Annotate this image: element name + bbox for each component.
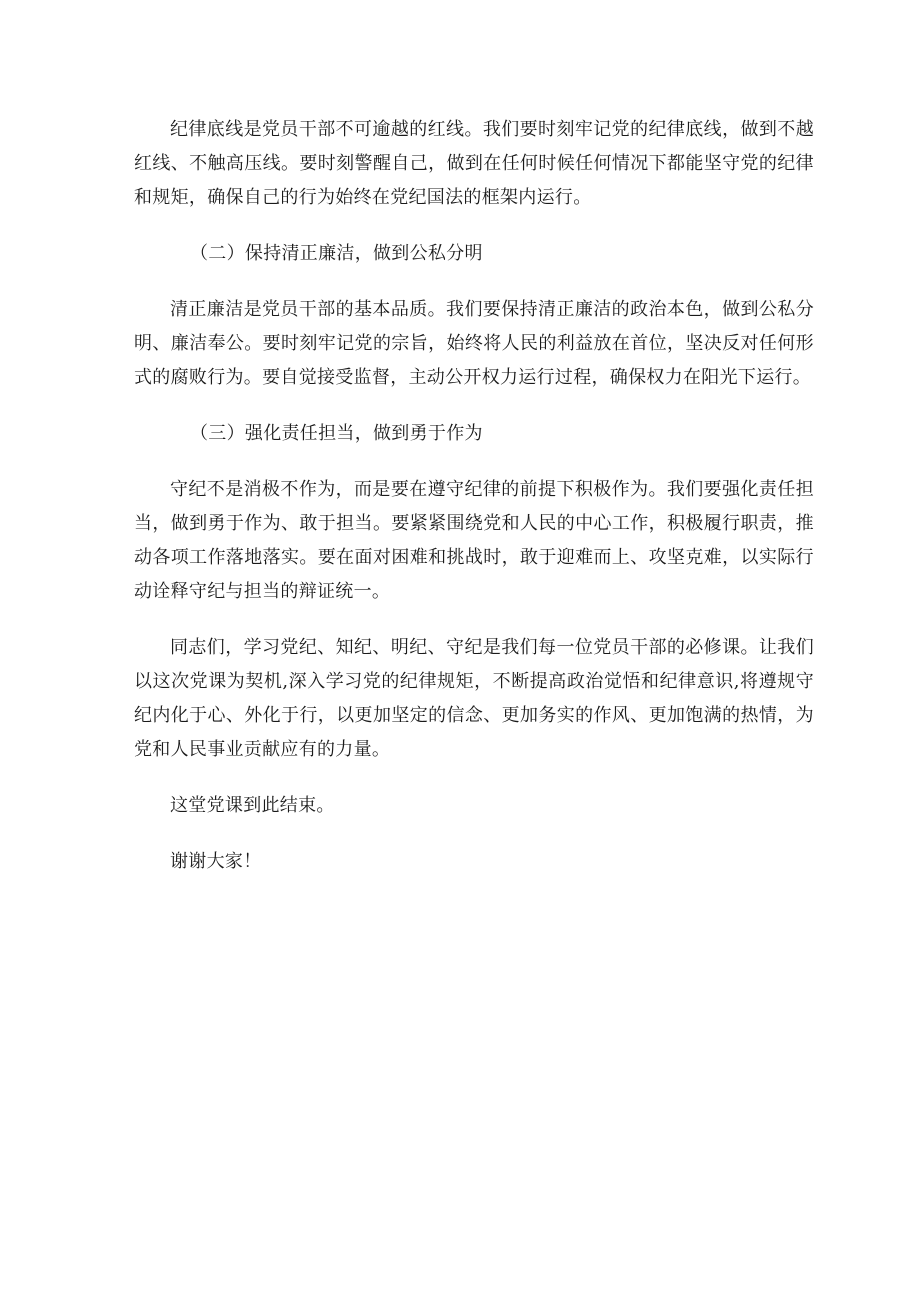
closing-statement: 这堂党课到此结束。 bbox=[170, 795, 335, 816]
section-heading-responsibility: （三）强化责任担当，做到勇于作为 bbox=[190, 423, 483, 444]
document-body bbox=[134, 113, 814, 901]
section-heading-integrity: （二）保持清正廉洁，做到公私分明 bbox=[190, 243, 483, 264]
paragraph-discipline-bottom-line: 纪律底线是党员干部不可逾越的红线。我们要时刻牢记党的纪律底线，做到不越红线、不触高压线。要时刻警醒自己，做到在任何时候任何情况下都能坚守党的纪律和规矩，确保自己的行为始终在党纪国法的框架内运行。 bbox=[134, 119, 814, 208]
paragraph-responsibility: 守纪不是消极不作为，而是要在遵守纪律的前提下积极作为。我们要强化责任担当，做到勇于作为、敢于担当。要紧紧围绕党和人民的中心工作，积极履行职责，推动各项工作落地落实。要在面对困难和挑战时，敢于迎难而上、攻坚克难，以实际行动诠释守纪与担当的辩证统一。 bbox=[134, 479, 814, 602]
closing-thanks: 谢谢大家！ bbox=[170, 851, 262, 872]
paragraph-conclusion: 同志们，学习党纪、知纪、明纪、守纪是我们每一位党员干部的必修课。让我们以这次党课为契机,深入学习党的纪律规矩，不断提高政治觉悟和纪律意识,将遵规守纪内化于心、外化于行，以更加坚定的信念、更加务实的作风、更加饱满的热情，为党和人民事业贡献应有的力量。 bbox=[134, 637, 814, 760]
paragraph-integrity: 清正廉洁是党员干部的基本品质。我们要保持清正廉洁的政治本色，做到公私分明、廉洁奉公。要时刻牢记党的宗旨，始终将人民的利益放在首位，坚决反对任何形式的腐败行为。要自觉接受监督，主动公开权力运行过程，确保权力在阳光下运行。 bbox=[134, 299, 814, 388]
